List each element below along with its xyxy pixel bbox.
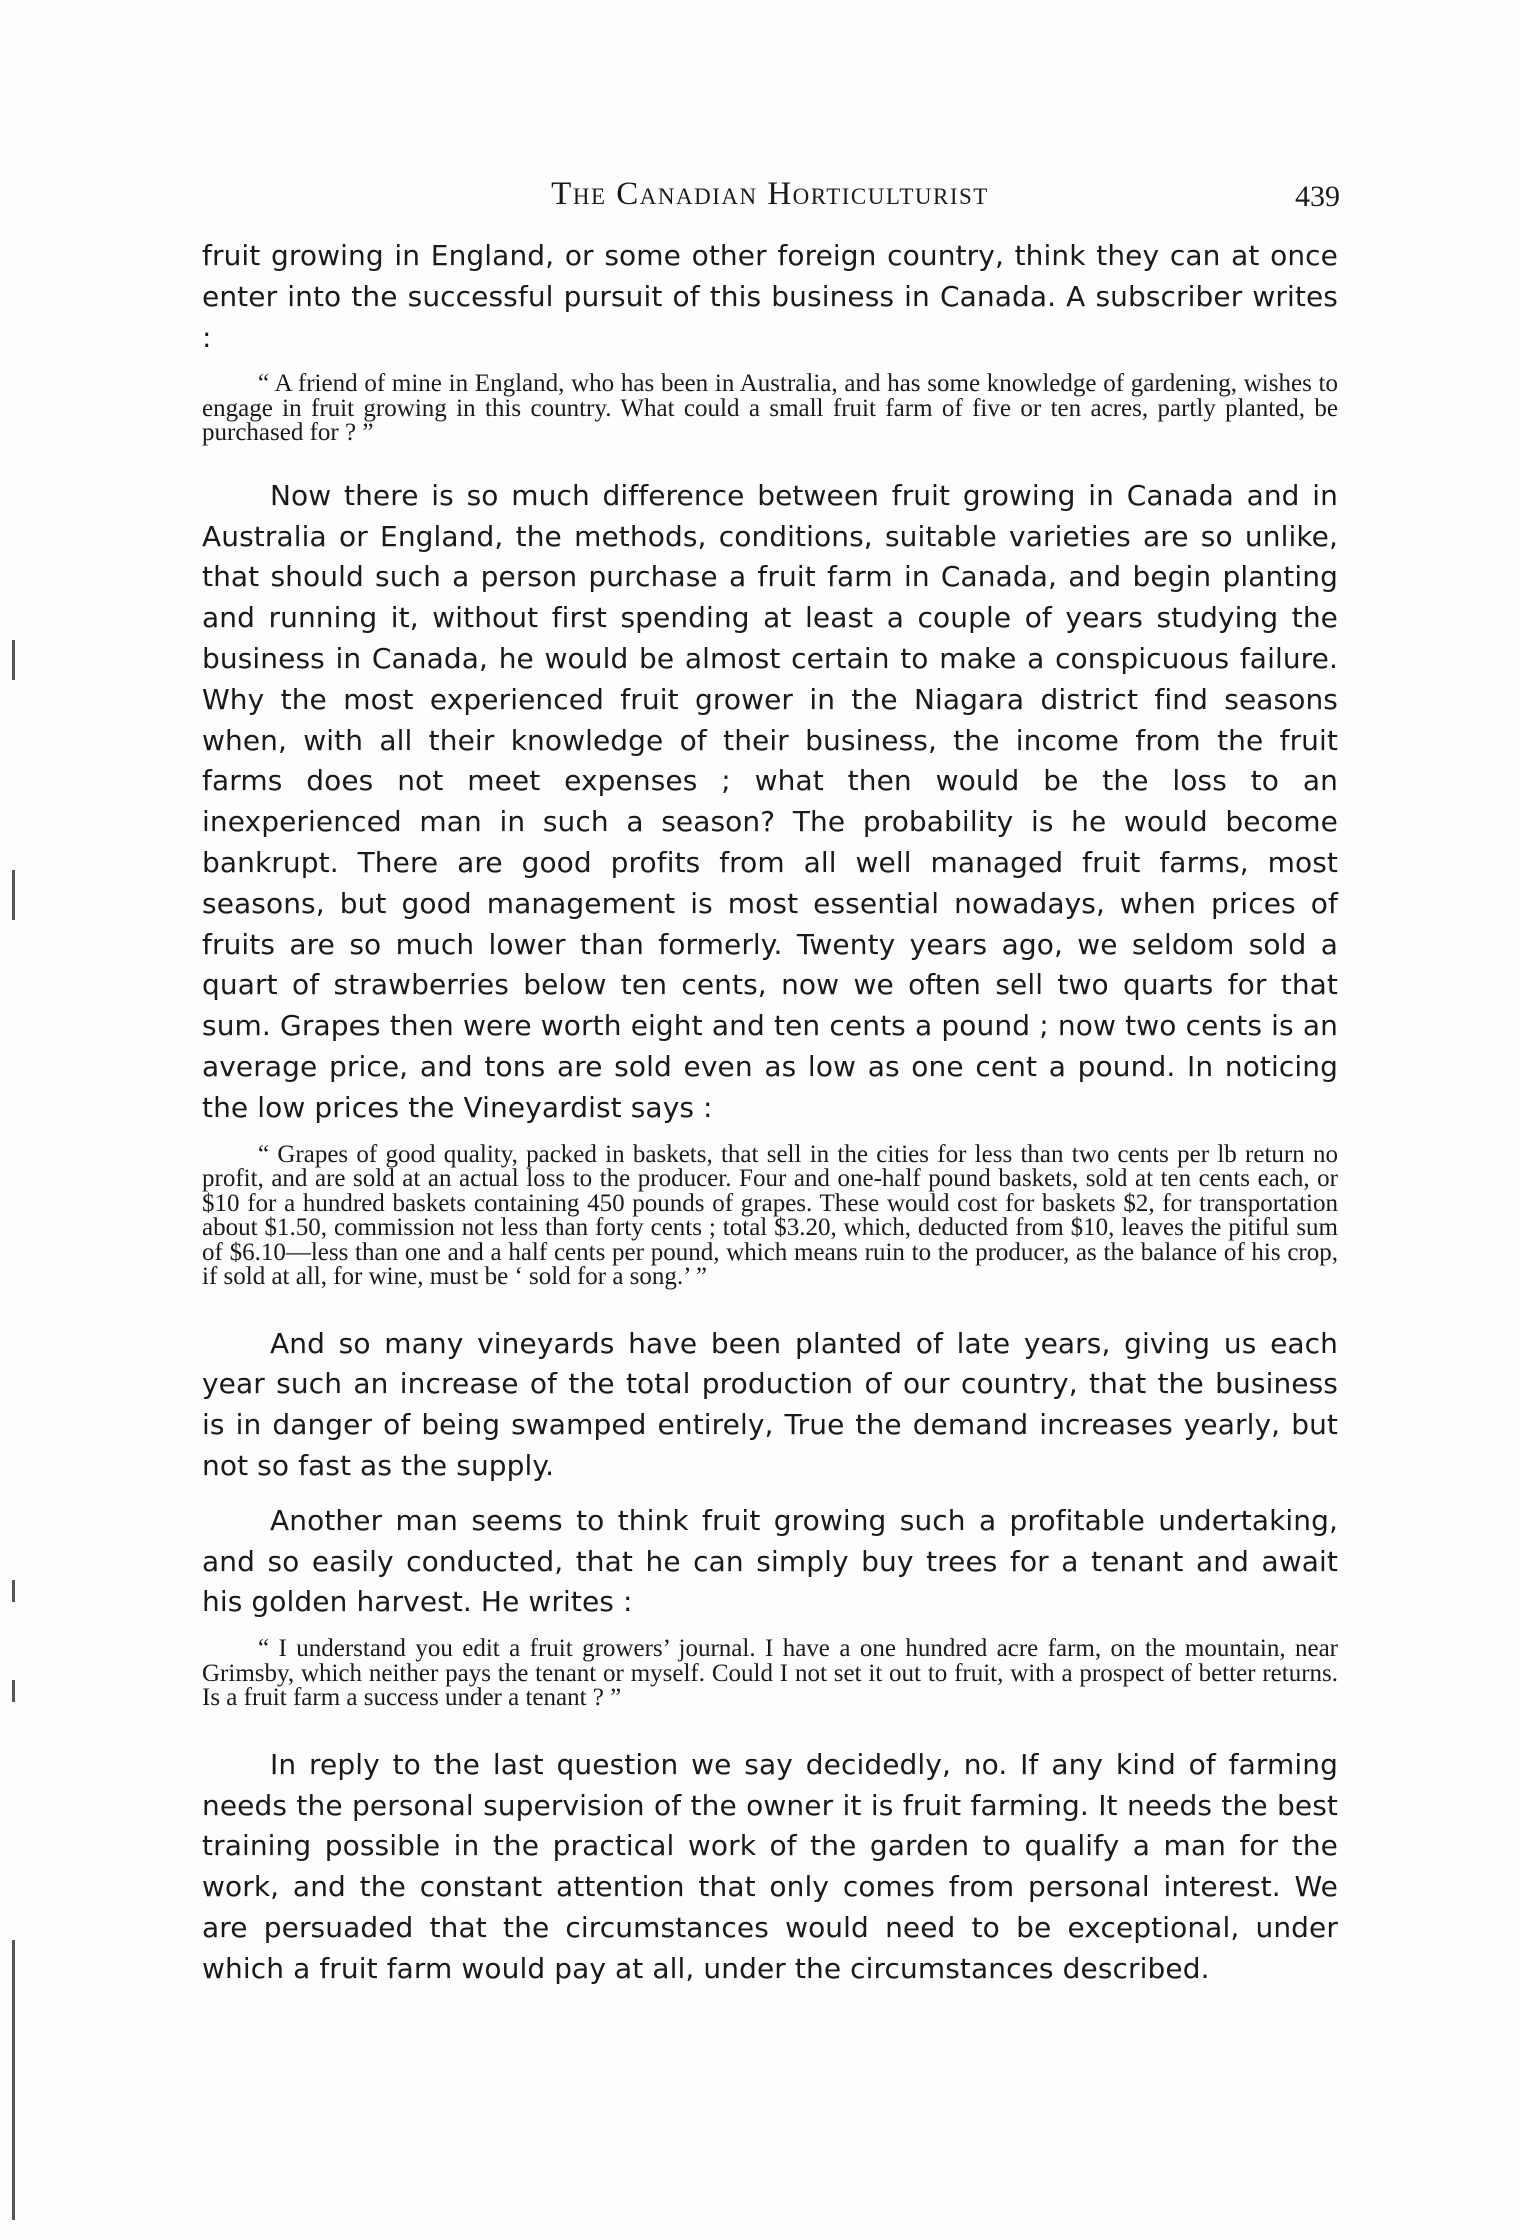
paragraph-continuation: fruit growing in England, or some other foreign country, think they can at once enter into the successful pursuit of this business in Canada. A subscriber writes : [202,239,1338,354]
paragraph-vineyards: And so many vineyards have been planted of late years, giving us each year such an increase of the total production of our country, that the business is in danger of being swamped entirely, True the demand increases yearly, but not so fast as the supply. [202,1326,1338,1483]
paragraph-differences: Now there is so much difference between fruit growing in Canada and in Australia or England, the methods, conditions, suitable varieties are so unlike, that should such a person purchase a fruit farm in Canada, and begin planting and running it, without first spending at least a couple of years studying the business in Canada, he would be almost certain to make a conspicuous failure. Why the most experienced fruit grower in the Niagara district find seasons when, with all their knowledge of their business, the income from the fruit farms does not meet expenses ; what then would be the loss to an inexperienced man in such a season? The probability is he would become bankrupt. There are good profits from all well managed fruit farms, most seasons, but good management is most essential nowadays, when prices of fruits are so much lower than formerly. Twenty years ago, we seldom sold a quart of strawberries below ten cents, now we often sell two quarts for that sum. Grapes then were worth eight and ten cents a pound ; now two cents is an average price, and tons are sold even as low as one cent a pound. In noticing the low prices the Vineyardist says : [202,478,1338,1124]
page-header [200,176,1340,232]
article-body [202,236,1338,2004]
margin-scan-mark [12,1580,15,1602]
paragraph-reply: In reply to the last question we say decidedly, no. If any kind of farming needs the personal supervision of the owner it is fruit farming. It needs the best training possible in the practical work of the garden to qualify a man for the work, and the constant attention that only comes from personal interest. We are persuaded that the circumstances would need to be exceptional, under which a fruit farm would pay at all, under the circumstances described. [202,1747,1338,1985]
margin-scan-mark [12,640,15,680]
paragraph-another-man: Another man seems to think fruit growing such a profitable undertaking, and so easily conducted, that he can simply buy trees for a tenant and await his golden harvest. He writes : [202,1503,1338,1619]
margin-scan-mark [12,1940,15,2220]
subscriber-letter-quote: “ A friend of mine in England, who has been in Australia, and has some knowledge of gardening, wishes to engage in fruit growing in this country. What could a small fruit farm of five or ten acres, partly planted, be purchased for ? ” [202,370,1338,447]
vineyardist-quote: “ Grapes of good quality, packed in baskets, that sell in the cities for less than two cents per lb return no profit, and are sold at an actual loss to the producer. Four and one-half pound baskets, sold at ten cents each, or $10 for a hundred baskets containing 450 pounds of grapes. These would cost for baskets $2, for transportation about $1.50, commission not less than forty cents ; total $3.20, which, deducted from $10, leaves the pitiful sum of $6.10—less than one and a half cents per pound, which means ruin to the producer, as the balance of his crop, if sold at all, for wine, must be ‘ sold for a song.’ ” [202,1140,1338,1291]
running-title: The Canadian Horticulturist [551,176,989,212]
margin-scan-mark [12,870,15,920]
page-number: 439 [1295,180,1340,213]
grimsby-letter-quote: “ I understand you edit a fruit growers’ journal. I have a one hundred acre farm, on the mountain, near Grimsby, which neither pays the tenant or myself. Could I not set it out to fruit, with a prospect of better returns. Is a fruit farm a success under a tenant ? ” [202,1635,1338,1712]
margin-scan-mark [12,1680,15,1702]
